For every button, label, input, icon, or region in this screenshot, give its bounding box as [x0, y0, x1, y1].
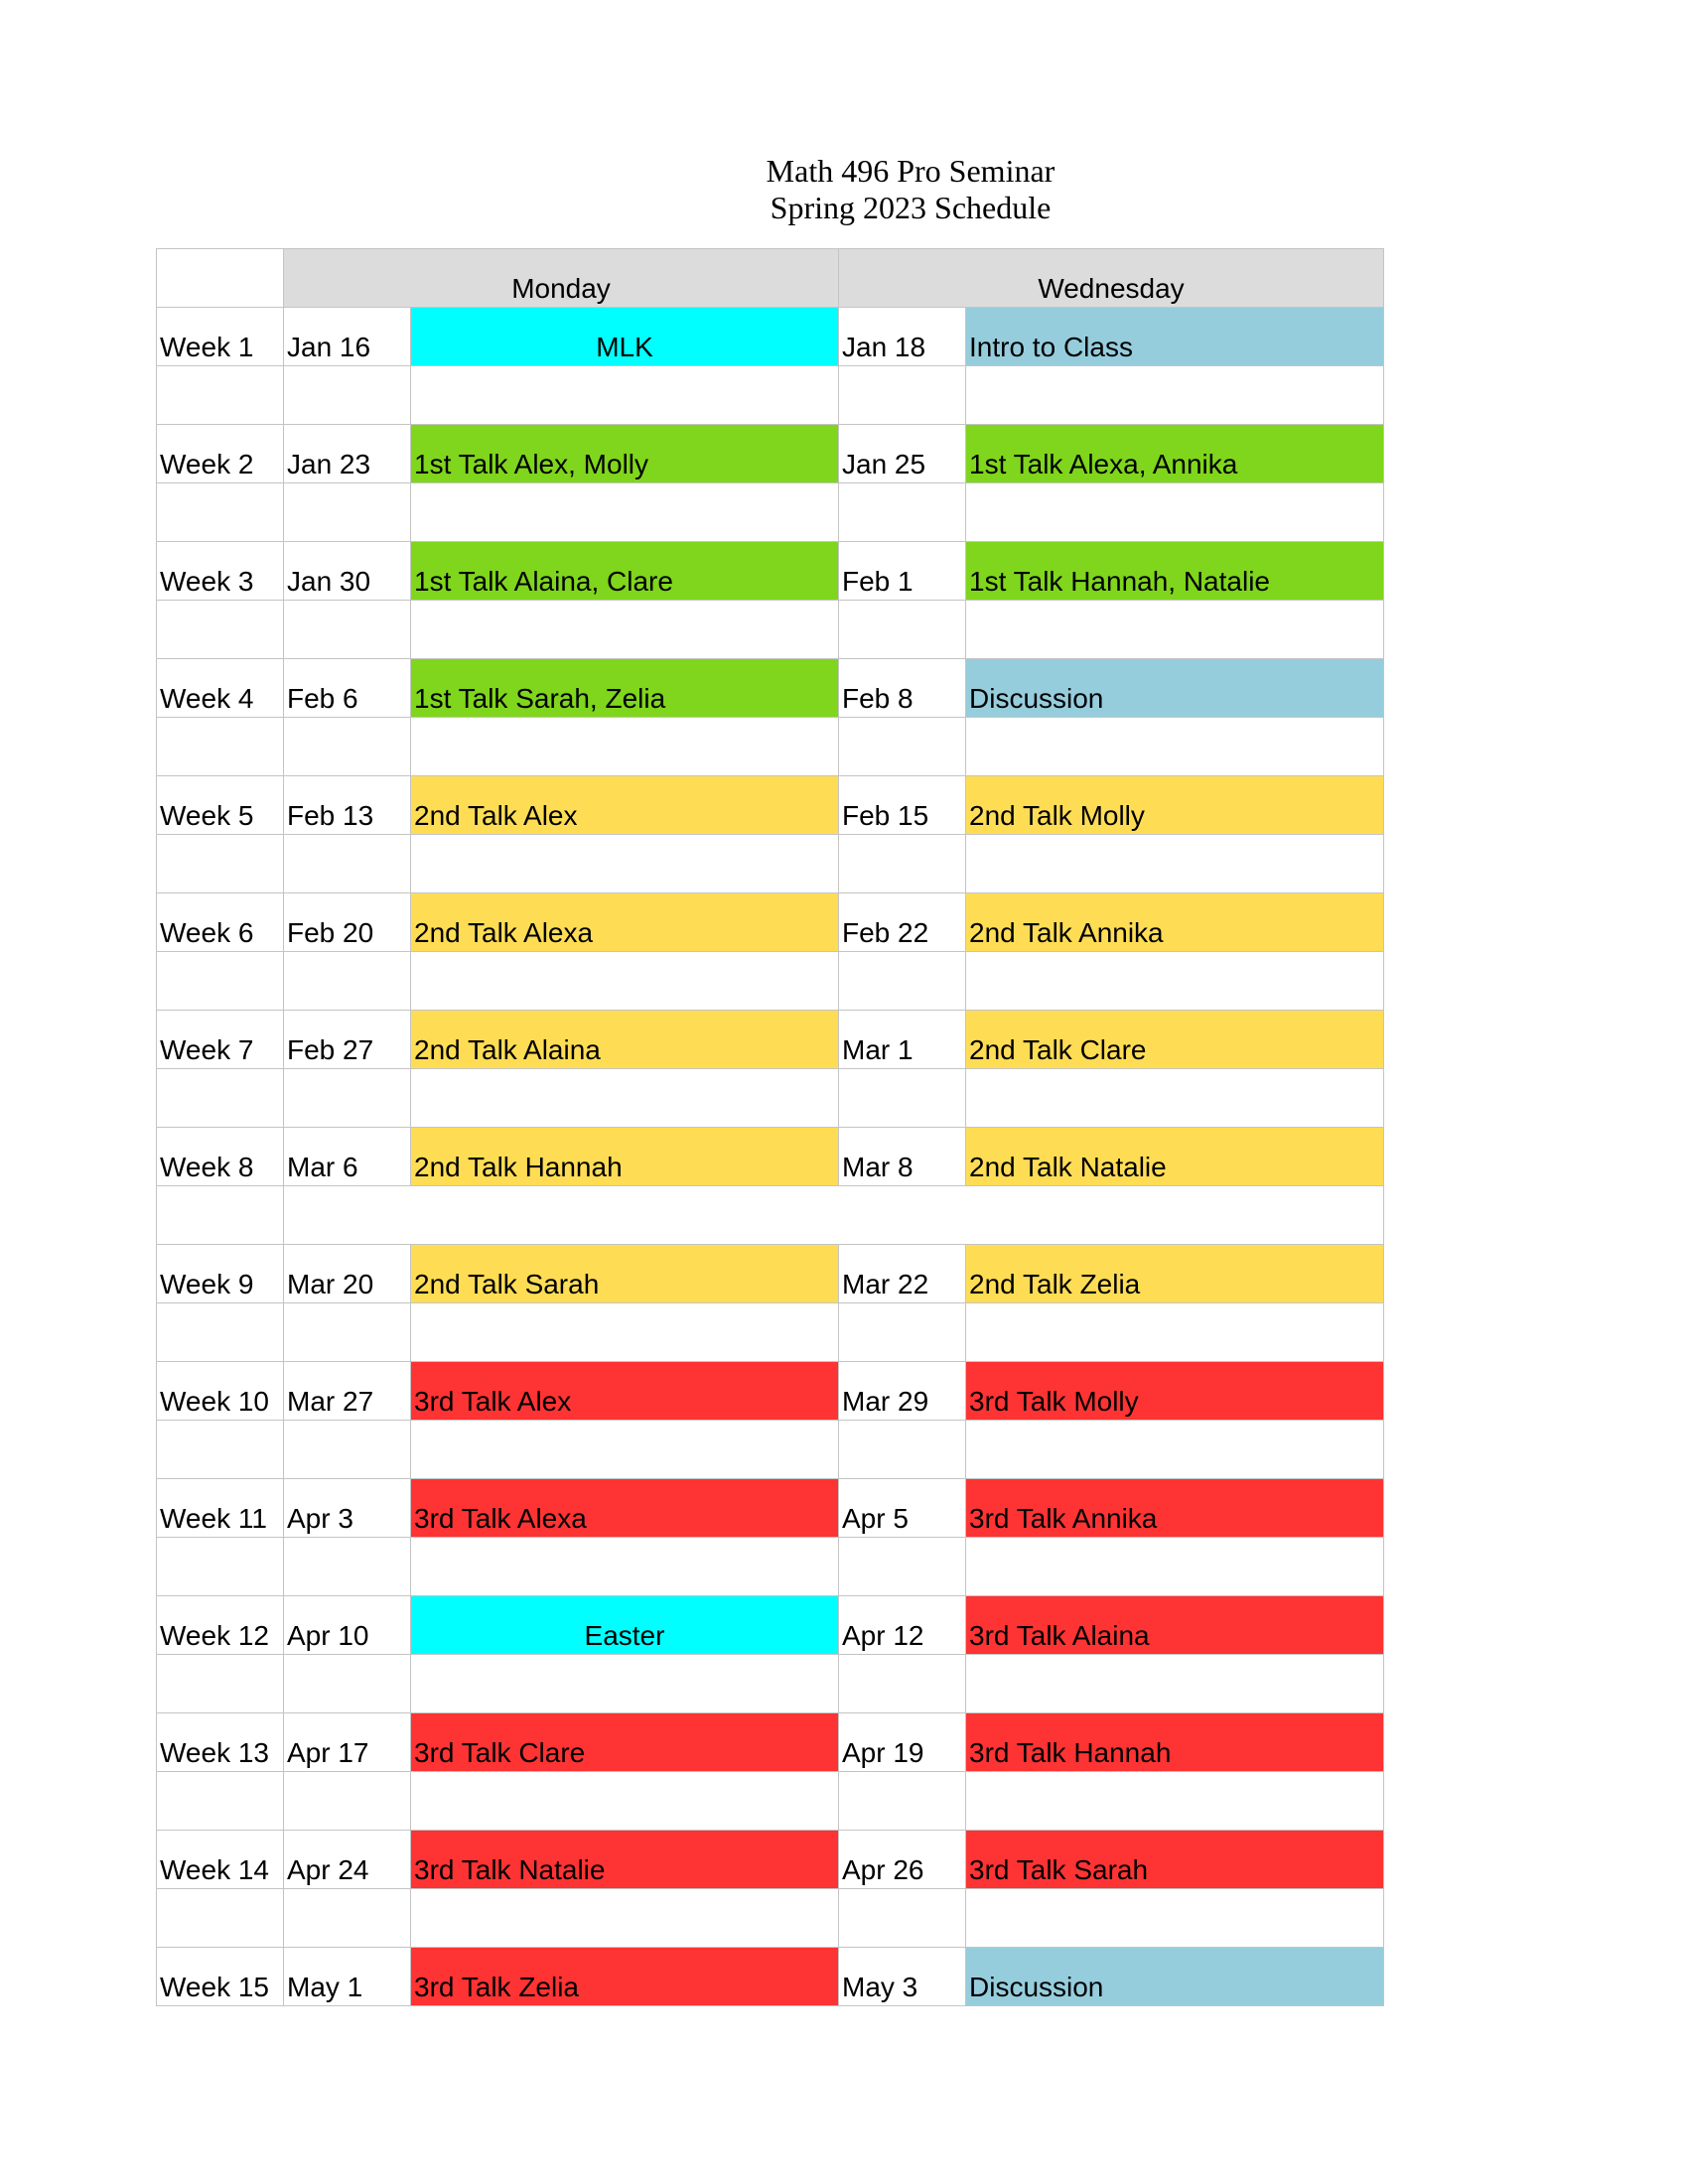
- spacer-row: [157, 1421, 1384, 1479]
- monday-event: 2nd Talk Alex: [411, 776, 839, 835]
- spacer-cell: [157, 952, 284, 1011]
- monday-date: Feb 20: [284, 893, 411, 952]
- spacer-cell: [839, 835, 966, 893]
- monday-date: Feb 27: [284, 1011, 411, 1069]
- spacer-cell: [157, 1889, 284, 1948]
- spacer-cell: [157, 1538, 284, 1596]
- spacer-cell: [839, 1421, 966, 1479]
- spacer-cell: [284, 483, 411, 542]
- wednesday-event: 2nd Talk Clare: [966, 1011, 1384, 1069]
- wednesday-date: Mar 22: [839, 1245, 966, 1303]
- spacer-cell: [411, 1303, 839, 1362]
- spacer-cell: [966, 835, 1384, 893]
- spacer-cell: [157, 1186, 284, 1245]
- spacer-row: [157, 1538, 1384, 1596]
- spacer-row: [157, 718, 1384, 776]
- schedule-table: [156, 248, 1384, 2006]
- document-title: [0, 153, 1688, 226]
- monday-event: 2nd Talk Hannah: [411, 1128, 839, 1186]
- spacer-cell: [284, 366, 411, 425]
- header-row: [157, 249, 1384, 308]
- spacer-row: [157, 1186, 1384, 1245]
- spacer-cell: [411, 366, 839, 425]
- spacer-cell: [839, 601, 966, 659]
- spacer-cell: [966, 1889, 1384, 1948]
- monday-date: Jan 30: [284, 542, 411, 601]
- spacer-cell: [411, 483, 839, 542]
- wednesday-date: Mar 8: [839, 1128, 966, 1186]
- monday-event: 3rd Talk Alex: [411, 1362, 839, 1421]
- week-label: Week 11: [157, 1479, 284, 1538]
- spacer-cell: [411, 1421, 839, 1479]
- spacer-cell: [966, 1303, 1384, 1362]
- spacer-cell: [839, 1655, 966, 1713]
- wednesday-event: 2nd Talk Molly: [966, 776, 1384, 835]
- week-row: [157, 542, 1384, 601]
- spacer-cell: [411, 601, 839, 659]
- monday-event: 2nd Talk Alaina: [411, 1011, 839, 1069]
- monday-date: Apr 3: [284, 1479, 411, 1538]
- spacer-cell: [411, 1889, 839, 1948]
- wednesday-date: Mar 1: [839, 1011, 966, 1069]
- spacer-cell: [411, 1772, 839, 1831]
- spacer-cell: [966, 1655, 1384, 1713]
- monday-date: Jan 23: [284, 425, 411, 483]
- title-line-2: Spring 2023 Schedule: [770, 190, 1052, 225]
- monday-date: Mar 6: [284, 1128, 411, 1186]
- monday-event: 3rd Talk Zelia: [411, 1948, 839, 2006]
- wednesday-event: 3rd Talk Annika: [966, 1479, 1384, 1538]
- wednesday-event: 3rd Talk Alaina: [966, 1596, 1384, 1655]
- wednesday-event: 2nd Talk Zelia: [966, 1245, 1384, 1303]
- spacer-cell: [966, 952, 1384, 1011]
- wednesday-date: Mar 29: [839, 1362, 966, 1421]
- week-row: [157, 1831, 1384, 1889]
- wednesday-date: Feb 22: [839, 893, 966, 952]
- week-row: [157, 1011, 1384, 1069]
- spacer-row: [157, 1069, 1384, 1128]
- spacer-cell: [284, 718, 411, 776]
- week-label: Week 15: [157, 1948, 284, 2006]
- spacer-cell: [966, 1421, 1384, 1479]
- spacer-cell: [284, 835, 411, 893]
- wednesday-date: Apr 26: [839, 1831, 966, 1889]
- wednesday-event: Discussion: [966, 659, 1384, 718]
- wednesday-event: 1st Talk Alexa, Annika: [966, 425, 1384, 483]
- spacer-row: [157, 366, 1384, 425]
- monday-date: Feb 6: [284, 659, 411, 718]
- wednesday-date: Apr 19: [839, 1713, 966, 1772]
- monday-date: Apr 17: [284, 1713, 411, 1772]
- spacer-cell: [966, 1772, 1384, 1831]
- wednesday-event: 2nd Talk Natalie: [966, 1128, 1384, 1186]
- wednesday-event: Intro to Class: [966, 308, 1384, 366]
- spacer-cell: [839, 952, 966, 1011]
- monday-event: Easter: [411, 1596, 839, 1655]
- monday-date: Jan 16: [284, 308, 411, 366]
- spacer-cell: [284, 1303, 411, 1362]
- monday-event: 3rd Talk Alexa: [411, 1479, 839, 1538]
- spacer-cell: [839, 366, 966, 425]
- spacer-row: [157, 601, 1384, 659]
- spacer-row: [157, 1772, 1384, 1831]
- monday-event: 1st Talk Alex, Molly: [411, 425, 839, 483]
- spacer-cell: [157, 1655, 284, 1713]
- header-corner-cell: [157, 249, 284, 308]
- wednesday-date: Jan 18: [839, 308, 966, 366]
- spacer-cell: [284, 1421, 411, 1479]
- week-row: [157, 1362, 1384, 1421]
- wednesday-event: 3rd Talk Hannah: [966, 1713, 1384, 1772]
- spacer-cell: [157, 366, 284, 425]
- spacer-cell: [157, 718, 284, 776]
- monday-event: 1st Talk Alaina, Clare: [411, 542, 839, 601]
- spacer-cell: [411, 952, 839, 1011]
- week-row: [157, 1245, 1384, 1303]
- wednesday-date: Feb 8: [839, 659, 966, 718]
- wednesday-date: Apr 12: [839, 1596, 966, 1655]
- wednesday-event: 1st Talk Hannah, Natalie: [966, 542, 1384, 601]
- spacer-row: [157, 835, 1384, 893]
- spacer-cell: [966, 718, 1384, 776]
- monday-date: May 1: [284, 1948, 411, 2006]
- week-label: Week 8: [157, 1128, 284, 1186]
- spacer-cell: [411, 835, 839, 893]
- spacer-cell: [284, 1538, 411, 1596]
- spacer-cell: [284, 1069, 411, 1128]
- spacer-row: [157, 483, 1384, 542]
- monday-event: 2nd Talk Sarah: [411, 1245, 839, 1303]
- spacer-cell: [157, 601, 284, 659]
- spacer-cell: [157, 835, 284, 893]
- spacer-cell: [411, 1069, 839, 1128]
- wednesday-date: Feb 15: [839, 776, 966, 835]
- week-label: Week 4: [157, 659, 284, 718]
- wednesday-date: Jan 25: [839, 425, 966, 483]
- week-label: Week 3: [157, 542, 284, 601]
- spacer-cell: [411, 1538, 839, 1596]
- spacer-cell: [839, 718, 966, 776]
- spacer-cell: [157, 483, 284, 542]
- week-row: [157, 1948, 1384, 2006]
- monday-event: 3rd Talk Clare: [411, 1713, 839, 1772]
- spacer-row: [157, 1303, 1384, 1362]
- week-label: Week 10: [157, 1362, 284, 1421]
- spacer-cell: [284, 601, 411, 659]
- spacer-cell: [839, 483, 966, 542]
- week-label: Week 14: [157, 1831, 284, 1889]
- week-label: Week 12: [157, 1596, 284, 1655]
- wednesday-date: Apr 5: [839, 1479, 966, 1538]
- week-row: [157, 1713, 1384, 1772]
- wednesday-event: 3rd Talk Molly: [966, 1362, 1384, 1421]
- header-monday: Monday: [284, 249, 839, 308]
- monday-event: 2nd Talk Alexa: [411, 893, 839, 952]
- spacer-cell: [839, 1069, 966, 1128]
- spacer-cell: [157, 1421, 284, 1479]
- week-row: [157, 1479, 1384, 1538]
- wednesday-event: Discussion: [966, 1948, 1384, 2006]
- week-row: [157, 425, 1384, 483]
- title-line-1: Math 496 Pro Seminar: [766, 153, 1055, 189]
- spacer-cell: [966, 1538, 1384, 1596]
- week-label: Week 6: [157, 893, 284, 952]
- spacer-cell: [839, 1772, 966, 1831]
- week-row: [157, 308, 1384, 366]
- spacer-cell: [966, 601, 1384, 659]
- spacer-cell: [157, 1303, 284, 1362]
- wednesday-date: May 3: [839, 1948, 966, 2006]
- monday-date: Apr 10: [284, 1596, 411, 1655]
- monday-date: Feb 13: [284, 776, 411, 835]
- monday-date: Mar 27: [284, 1362, 411, 1421]
- wednesday-event: 2nd Talk Annika: [966, 893, 1384, 952]
- spacer-cell: [966, 483, 1384, 542]
- spacer-cell: [157, 1772, 284, 1831]
- spacer-row: [157, 1655, 1384, 1713]
- spacer-cell: [157, 1069, 284, 1128]
- spacer-cell: [839, 1303, 966, 1362]
- spacer-cell: [966, 366, 1384, 425]
- week-label: Week 1: [157, 308, 284, 366]
- monday-event: 1st Talk Sarah, Zelia: [411, 659, 839, 718]
- week-row: [157, 1596, 1384, 1655]
- monday-event: MLK: [411, 308, 839, 366]
- wednesday-event: 3rd Talk Sarah: [966, 1831, 1384, 1889]
- spacer-cell: [839, 1889, 966, 1948]
- spacer-cell: [284, 1889, 411, 1948]
- header-wednesday: Wednesday: [839, 249, 1384, 308]
- week-row: [157, 659, 1384, 718]
- spacer-cell: [284, 952, 411, 1011]
- spacer-cell: [411, 1655, 839, 1713]
- spacer-row: [157, 1889, 1384, 1948]
- week-label: Week 9: [157, 1245, 284, 1303]
- week-row: [157, 1128, 1384, 1186]
- monday-date: Apr 24: [284, 1831, 411, 1889]
- week-label: Week 13: [157, 1713, 284, 1772]
- wednesday-date: Feb 1: [839, 542, 966, 601]
- week-label: Week 5: [157, 776, 284, 835]
- spacer-cell: [411, 718, 839, 776]
- monday-event: 3rd Talk Natalie: [411, 1831, 839, 1889]
- week-row: [157, 893, 1384, 952]
- week-row: [157, 776, 1384, 835]
- spacer-cell: [284, 1772, 411, 1831]
- spacer-cell: [839, 1538, 966, 1596]
- week-label: Week 7: [157, 1011, 284, 1069]
- spacer-cell: [284, 1186, 1384, 1245]
- week-label: Week 2: [157, 425, 284, 483]
- spacer-cell: [966, 1069, 1384, 1128]
- monday-date: Mar 20: [284, 1245, 411, 1303]
- spacer-cell: [284, 1655, 411, 1713]
- spacer-row: [157, 952, 1384, 1011]
